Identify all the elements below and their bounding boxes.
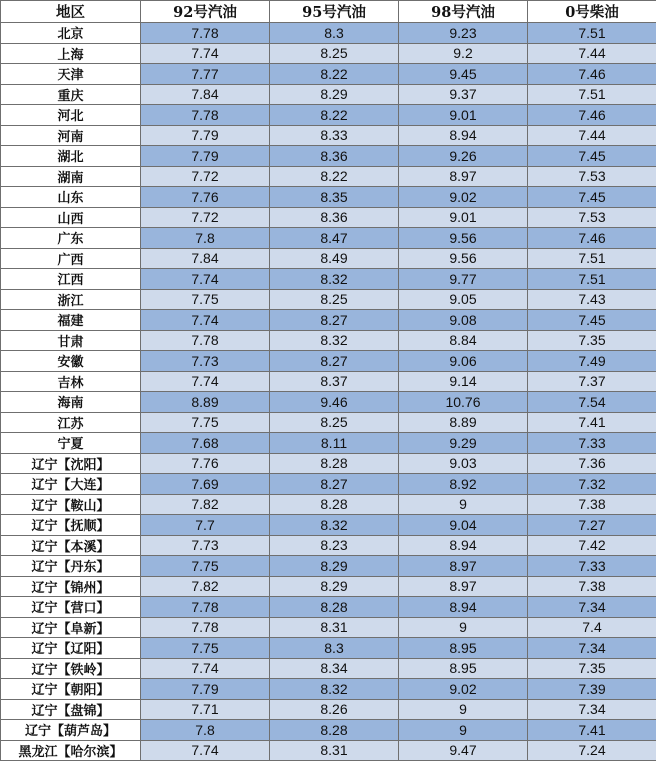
region-cell: 上海 bbox=[1, 43, 141, 64]
price-98-cell: 9.26 bbox=[399, 146, 528, 167]
table-row bbox=[1, 392, 656, 413]
price-95-cell: 8.23 bbox=[270, 535, 399, 556]
region-cell: 黑龙江【哈尔滨】 bbox=[1, 740, 141, 761]
table-row bbox=[1, 556, 656, 577]
price-95-cell: 8.25 bbox=[270, 43, 399, 64]
table-row bbox=[1, 494, 656, 515]
price-98-cell: 9.29 bbox=[399, 433, 528, 454]
price-95-cell: 8.3 bbox=[270, 638, 399, 659]
price-95-cell: 8.47 bbox=[270, 228, 399, 249]
price-92-cell: 7.75 bbox=[141, 289, 270, 310]
price-diesel-cell: 7.42 bbox=[528, 535, 656, 556]
table-row bbox=[1, 248, 656, 269]
price-98-cell: 9.06 bbox=[399, 351, 528, 372]
table-row bbox=[1, 125, 656, 146]
price-98-cell: 9.56 bbox=[399, 228, 528, 249]
region-cell: 辽宁【鞍山】 bbox=[1, 494, 141, 515]
price-92-cell: 7.76 bbox=[141, 453, 270, 474]
price-95-cell: 8.32 bbox=[270, 515, 399, 536]
price-95-cell: 8.29 bbox=[270, 84, 399, 105]
price-diesel-cell: 7.53 bbox=[528, 207, 656, 228]
region-cell: 辽宁【沈阳】 bbox=[1, 453, 141, 474]
header-0-diesel: 0号柴油 bbox=[528, 1, 656, 23]
price-95-cell: 8.27 bbox=[270, 310, 399, 331]
table-row bbox=[1, 433, 656, 454]
price-98-cell: 8.94 bbox=[399, 125, 528, 146]
table-row bbox=[1, 474, 656, 495]
price-92-cell: 7.84 bbox=[141, 84, 270, 105]
price-98-cell: 8.97 bbox=[399, 166, 528, 187]
region-cell: 安徽 bbox=[1, 351, 141, 372]
table-row bbox=[1, 23, 656, 44]
price-92-cell: 7.79 bbox=[141, 146, 270, 167]
price-diesel-cell: 7.38 bbox=[528, 494, 656, 515]
price-98-cell: 10.76 bbox=[399, 392, 528, 413]
price-diesel-cell: 7.45 bbox=[528, 310, 656, 331]
price-92-cell: 7.84 bbox=[141, 248, 270, 269]
price-95-cell: 8.32 bbox=[270, 269, 399, 290]
price-98-cell: 9 bbox=[399, 699, 528, 720]
table-row bbox=[1, 351, 656, 372]
price-92-cell: 7.75 bbox=[141, 638, 270, 659]
price-98-cell: 8.84 bbox=[399, 330, 528, 351]
price-92-cell: 7.73 bbox=[141, 351, 270, 372]
price-diesel-cell: 7.34 bbox=[528, 699, 656, 720]
price-92-cell: 7.78 bbox=[141, 23, 270, 44]
price-diesel-cell: 7.51 bbox=[528, 23, 656, 44]
price-98-cell: 9.23 bbox=[399, 23, 528, 44]
region-cell: 广东 bbox=[1, 228, 141, 249]
region-cell: 辽宁【阜新】 bbox=[1, 617, 141, 638]
price-95-cell: 8.32 bbox=[270, 330, 399, 351]
table-row bbox=[1, 43, 656, 64]
price-diesel-cell: 7.46 bbox=[528, 105, 656, 126]
price-95-cell: 8.22 bbox=[270, 64, 399, 85]
table-row bbox=[1, 740, 656, 761]
table-row bbox=[1, 720, 656, 741]
price-98-cell: 9.08 bbox=[399, 310, 528, 331]
price-diesel-cell: 7.41 bbox=[528, 412, 656, 433]
price-diesel-cell: 7.4 bbox=[528, 617, 656, 638]
price-98-cell: 9.45 bbox=[399, 64, 528, 85]
price-diesel-cell: 7.54 bbox=[528, 392, 656, 413]
price-95-cell: 9.46 bbox=[270, 392, 399, 413]
price-92-cell: 7.82 bbox=[141, 494, 270, 515]
price-diesel-cell: 7.44 bbox=[528, 125, 656, 146]
price-98-cell: 9.05 bbox=[399, 289, 528, 310]
header-region: 地区 bbox=[1, 1, 141, 23]
table-row bbox=[1, 638, 656, 659]
price-diesel-cell: 7.38 bbox=[528, 576, 656, 597]
price-95-cell: 8.31 bbox=[270, 740, 399, 761]
price-92-cell: 7.69 bbox=[141, 474, 270, 495]
price-98-cell: 8.95 bbox=[399, 638, 528, 659]
price-92-cell: 7.78 bbox=[141, 330, 270, 351]
price-92-cell: 7.74 bbox=[141, 371, 270, 392]
region-cell: 浙江 bbox=[1, 289, 141, 310]
price-diesel-cell: 7.46 bbox=[528, 64, 656, 85]
table-body bbox=[1, 23, 656, 761]
price-92-cell: 7.75 bbox=[141, 556, 270, 577]
price-98-cell: 8.95 bbox=[399, 658, 528, 679]
price-diesel-cell: 7.32 bbox=[528, 474, 656, 495]
price-98-cell: 8.92 bbox=[399, 474, 528, 495]
price-diesel-cell: 7.51 bbox=[528, 269, 656, 290]
region-cell: 湖南 bbox=[1, 166, 141, 187]
price-diesel-cell: 7.34 bbox=[528, 638, 656, 659]
price-95-cell: 8.27 bbox=[270, 351, 399, 372]
price-diesel-cell: 7.35 bbox=[528, 330, 656, 351]
table-row bbox=[1, 679, 656, 700]
region-cell: 天津 bbox=[1, 64, 141, 85]
price-diesel-cell: 7.33 bbox=[528, 556, 656, 577]
region-cell: 辽宁【辽阳】 bbox=[1, 638, 141, 659]
price-98-cell: 9.37 bbox=[399, 84, 528, 105]
table-row bbox=[1, 105, 656, 126]
region-cell: 福建 bbox=[1, 310, 141, 331]
region-cell: 辽宁【抚顺】 bbox=[1, 515, 141, 536]
price-diesel-cell: 7.45 bbox=[528, 146, 656, 167]
table-row bbox=[1, 412, 656, 433]
price-diesel-cell: 7.36 bbox=[528, 453, 656, 474]
table-header bbox=[1, 1, 656, 23]
price-diesel-cell: 7.51 bbox=[528, 84, 656, 105]
table-row bbox=[1, 207, 656, 228]
price-95-cell: 8.33 bbox=[270, 125, 399, 146]
price-92-cell: 7.82 bbox=[141, 576, 270, 597]
region-cell: 河北 bbox=[1, 105, 141, 126]
region-cell: 辽宁【锦州】 bbox=[1, 576, 141, 597]
table-row bbox=[1, 515, 656, 536]
price-diesel-cell: 7.27 bbox=[528, 515, 656, 536]
price-98-cell: 9.56 bbox=[399, 248, 528, 269]
price-diesel-cell: 7.45 bbox=[528, 187, 656, 208]
price-98-cell: 9.77 bbox=[399, 269, 528, 290]
price-95-cell: 8.3 bbox=[270, 23, 399, 44]
table-row bbox=[1, 289, 656, 310]
price-92-cell: 7.74 bbox=[141, 269, 270, 290]
table-row bbox=[1, 269, 656, 290]
price-98-cell: 9.01 bbox=[399, 105, 528, 126]
region-cell: 江西 bbox=[1, 269, 141, 290]
region-cell: 辽宁【盘锦】 bbox=[1, 699, 141, 720]
price-95-cell: 8.28 bbox=[270, 597, 399, 618]
header-row bbox=[1, 1, 656, 23]
price-95-cell: 8.26 bbox=[270, 699, 399, 720]
price-diesel-cell: 7.41 bbox=[528, 720, 656, 741]
region-cell: 吉林 bbox=[1, 371, 141, 392]
price-92-cell: 7.74 bbox=[141, 43, 270, 64]
table-row bbox=[1, 187, 656, 208]
table-row bbox=[1, 576, 656, 597]
price-92-cell: 7.77 bbox=[141, 64, 270, 85]
price-98-cell: 9.02 bbox=[399, 187, 528, 208]
price-92-cell: 7.74 bbox=[141, 740, 270, 761]
table-row bbox=[1, 84, 656, 105]
table-row bbox=[1, 617, 656, 638]
region-cell: 江苏 bbox=[1, 412, 141, 433]
price-95-cell: 8.27 bbox=[270, 474, 399, 495]
price-92-cell: 7.7 bbox=[141, 515, 270, 536]
price-95-cell: 8.29 bbox=[270, 576, 399, 597]
region-cell: 重庆 bbox=[1, 84, 141, 105]
price-92-cell: 8.89 bbox=[141, 392, 270, 413]
price-92-cell: 7.78 bbox=[141, 105, 270, 126]
price-92-cell: 7.8 bbox=[141, 720, 270, 741]
table-row bbox=[1, 310, 656, 331]
price-diesel-cell: 7.46 bbox=[528, 228, 656, 249]
region-cell: 河南 bbox=[1, 125, 141, 146]
price-diesel-cell: 7.24 bbox=[528, 740, 656, 761]
price-diesel-cell: 7.53 bbox=[528, 166, 656, 187]
price-95-cell: 8.28 bbox=[270, 453, 399, 474]
price-95-cell: 8.25 bbox=[270, 412, 399, 433]
price-98-cell: 9 bbox=[399, 617, 528, 638]
region-cell: 辽宁【本溪】 bbox=[1, 535, 141, 556]
table-row bbox=[1, 658, 656, 679]
price-95-cell: 8.49 bbox=[270, 248, 399, 269]
price-95-cell: 8.25 bbox=[270, 289, 399, 310]
table-row bbox=[1, 166, 656, 187]
region-cell: 辽宁【铁岭】 bbox=[1, 658, 141, 679]
table-row bbox=[1, 535, 656, 556]
table-row bbox=[1, 64, 656, 85]
price-diesel-cell: 7.43 bbox=[528, 289, 656, 310]
price-92-cell: 7.78 bbox=[141, 617, 270, 638]
price-92-cell: 7.74 bbox=[141, 658, 270, 679]
price-98-cell: 9.03 bbox=[399, 453, 528, 474]
region-cell: 宁夏 bbox=[1, 433, 141, 454]
price-98-cell: 8.97 bbox=[399, 556, 528, 577]
price-98-cell: 9.02 bbox=[399, 679, 528, 700]
price-92-cell: 7.72 bbox=[141, 207, 270, 228]
region-cell: 辽宁【丹东】 bbox=[1, 556, 141, 577]
region-cell: 辽宁【营口】 bbox=[1, 597, 141, 618]
price-diesel-cell: 7.35 bbox=[528, 658, 656, 679]
price-98-cell: 8.97 bbox=[399, 576, 528, 597]
price-98-cell: 9 bbox=[399, 494, 528, 515]
table-row bbox=[1, 228, 656, 249]
price-diesel-cell: 7.37 bbox=[528, 371, 656, 392]
price-92-cell: 7.79 bbox=[141, 125, 270, 146]
price-diesel-cell: 7.34 bbox=[528, 597, 656, 618]
price-98-cell: 9.47 bbox=[399, 740, 528, 761]
header-98-gasoline: 98号汽油 bbox=[399, 1, 528, 23]
price-92-cell: 7.76 bbox=[141, 187, 270, 208]
price-98-cell: 9.04 bbox=[399, 515, 528, 536]
price-98-cell: 8.94 bbox=[399, 535, 528, 556]
table-row bbox=[1, 330, 656, 351]
region-cell: 湖北 bbox=[1, 146, 141, 167]
price-95-cell: 8.36 bbox=[270, 207, 399, 228]
price-92-cell: 7.71 bbox=[141, 699, 270, 720]
price-98-cell: 8.94 bbox=[399, 597, 528, 618]
price-92-cell: 7.79 bbox=[141, 679, 270, 700]
region-cell: 海南 bbox=[1, 392, 141, 413]
table-row bbox=[1, 453, 656, 474]
table-row bbox=[1, 597, 656, 618]
price-98-cell: 8.89 bbox=[399, 412, 528, 433]
price-92-cell: 7.73 bbox=[141, 535, 270, 556]
price-95-cell: 8.22 bbox=[270, 105, 399, 126]
price-98-cell: 9 bbox=[399, 720, 528, 741]
price-95-cell: 8.32 bbox=[270, 679, 399, 700]
price-98-cell: 9.14 bbox=[399, 371, 528, 392]
price-diesel-cell: 7.44 bbox=[528, 43, 656, 64]
price-95-cell: 8.29 bbox=[270, 556, 399, 577]
price-95-cell: 8.28 bbox=[270, 494, 399, 515]
price-95-cell: 8.11 bbox=[270, 433, 399, 454]
price-95-cell: 8.31 bbox=[270, 617, 399, 638]
table-row bbox=[1, 699, 656, 720]
header-95-gasoline: 95号汽油 bbox=[270, 1, 399, 23]
price-92-cell: 7.72 bbox=[141, 166, 270, 187]
price-95-cell: 8.37 bbox=[270, 371, 399, 392]
price-95-cell: 8.34 bbox=[270, 658, 399, 679]
price-92-cell: 7.75 bbox=[141, 412, 270, 433]
region-cell: 甘肃 bbox=[1, 330, 141, 351]
price-diesel-cell: 7.39 bbox=[528, 679, 656, 700]
price-diesel-cell: 7.49 bbox=[528, 351, 656, 372]
price-diesel-cell: 7.33 bbox=[528, 433, 656, 454]
price-98-cell: 9.2 bbox=[399, 43, 528, 64]
table-row bbox=[1, 371, 656, 392]
header-92-gasoline: 92号汽油 bbox=[141, 1, 270, 23]
region-cell: 山西 bbox=[1, 207, 141, 228]
price-92-cell: 7.68 bbox=[141, 433, 270, 454]
region-cell: 北京 bbox=[1, 23, 141, 44]
price-diesel-cell: 7.51 bbox=[528, 248, 656, 269]
price-98-cell: 9.01 bbox=[399, 207, 528, 228]
region-cell: 辽宁【葫芦岛】 bbox=[1, 720, 141, 741]
region-cell: 山东 bbox=[1, 187, 141, 208]
region-cell: 广西 bbox=[1, 248, 141, 269]
price-92-cell: 7.74 bbox=[141, 310, 270, 331]
price-95-cell: 8.35 bbox=[270, 187, 399, 208]
price-95-cell: 8.36 bbox=[270, 146, 399, 167]
price-92-cell: 7.78 bbox=[141, 597, 270, 618]
region-cell: 辽宁【大连】 bbox=[1, 474, 141, 495]
price-95-cell: 8.28 bbox=[270, 720, 399, 741]
region-cell: 辽宁【朝阳】 bbox=[1, 679, 141, 700]
price-95-cell: 8.22 bbox=[270, 166, 399, 187]
table-row bbox=[1, 146, 656, 167]
price-92-cell: 7.8 bbox=[141, 228, 270, 249]
